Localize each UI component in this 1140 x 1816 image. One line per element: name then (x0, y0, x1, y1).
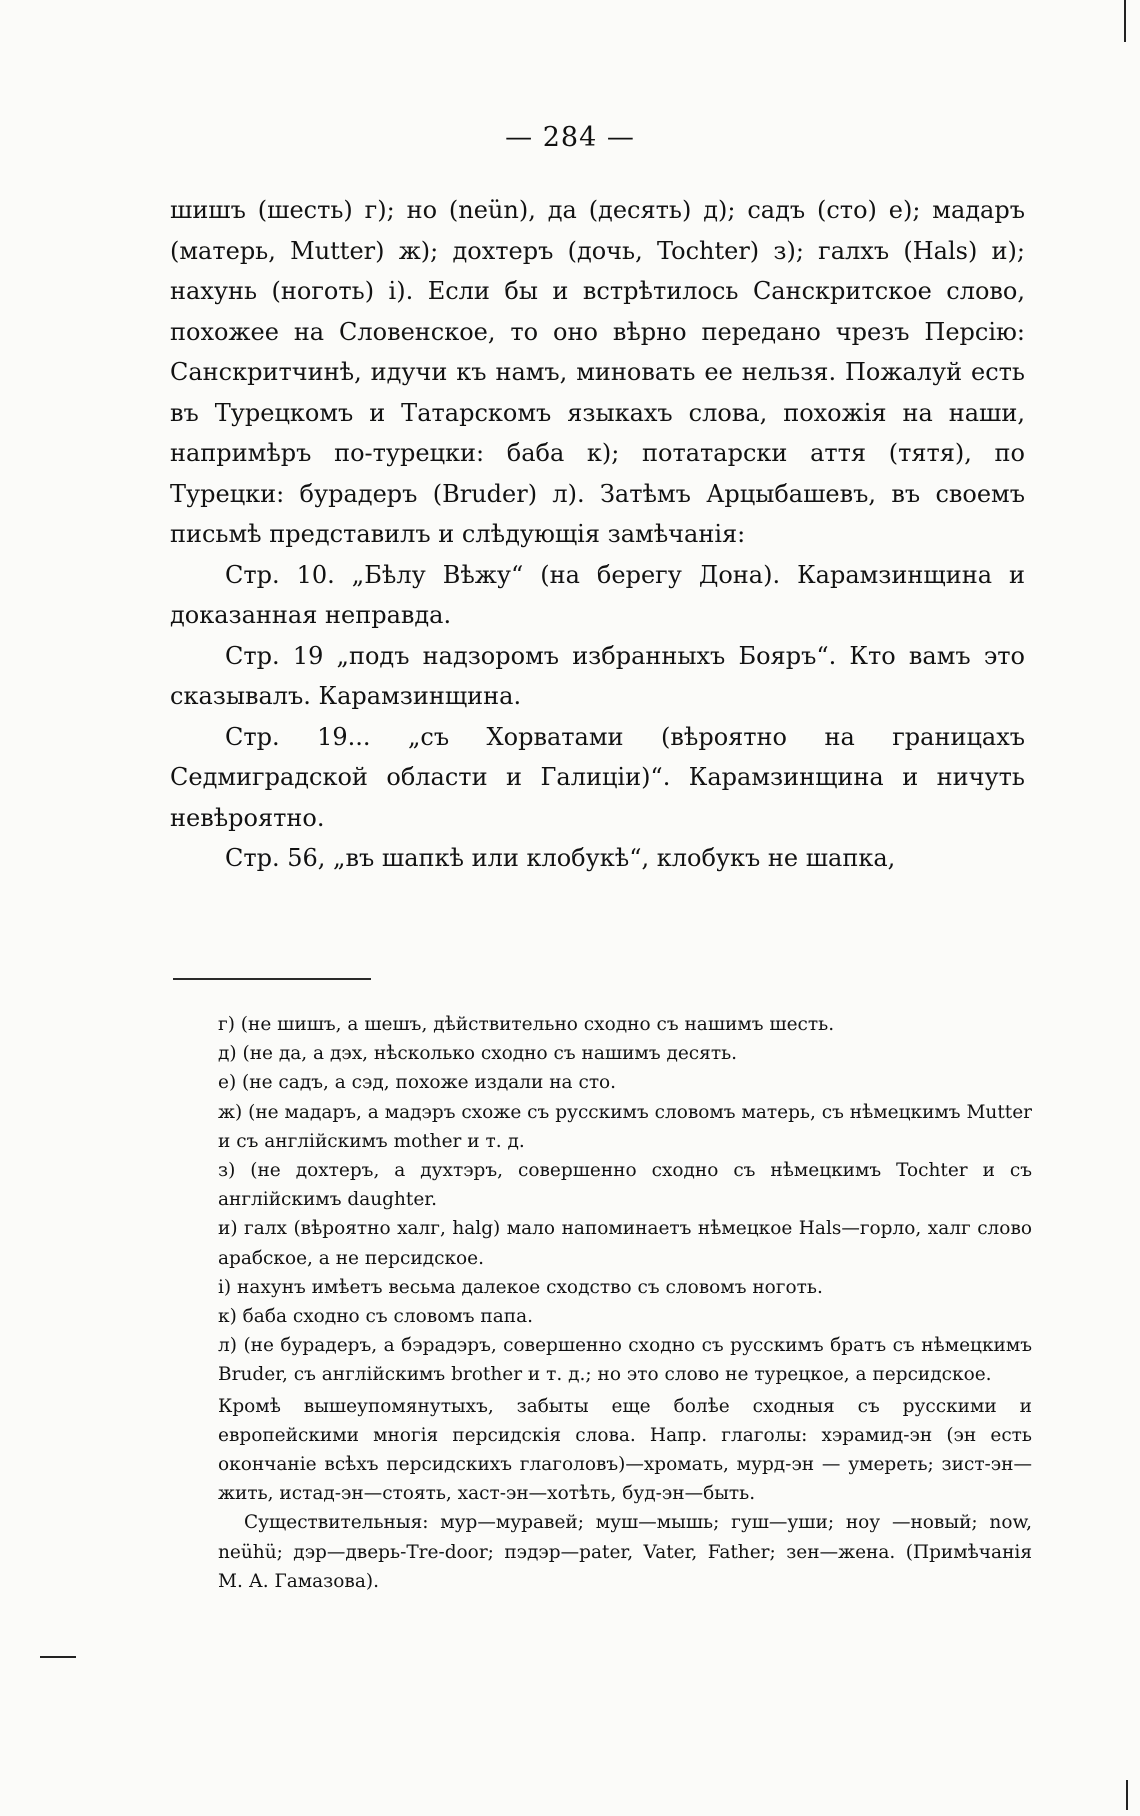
page-number: — 284 — (505, 122, 635, 153)
main-text (170, 190, 1025, 879)
scan-edge-mark-bottom-right (1126, 1780, 1128, 1810)
footnote-extra-2: Существительныя: мур—муравей; муш—мышь; гуш—уши; ноу —новый; now, neühü; дэр—дверь-Tre-door; пэдэр—pater, Vater, Father; зен—жена. (Примѣчанія М. А. Гамазова). (218, 1512, 1032, 1592)
main-paragraph-3: Стр. 19 „подъ надзоромъ избранныхъ Бояръ“. Кто вамъ это сказывалъ. Карамзинщина. (170, 641, 1025, 710)
main-paragraph-4: Стр. 19... „съ Хорватами (вѣроятно на границахъ Седмиградской области и Галиціи)“. Карамзинщина и ничуть невѣроятно. (170, 722, 1025, 832)
scan-edge-mark-bottom-left (40, 1656, 76, 1658)
footnote-e: е) (не садъ, а сэд, похоже издали на сто. (218, 1072, 617, 1094)
footnotes (218, 1010, 1032, 1596)
footnote-extra-1: Кромѣ вышеупомянутыхъ, забыты еще болѣе сходныя съ русскими и европейскими многія персидскія слова. Напр. глаголы: хэрамид-эн (эн есть окончаніе всѣхъ персидскихъ глаголовъ)—хромать, мурд-эн — умереть; зист-эн—жить, истад-эн—стоять, хаст-эн—хотѣть, буд-эн—быть. (218, 1395, 1032, 1505)
footnote-i: и) галх (вѣроятно халг, halg) мало напоминаетъ нѣмецкое Hals—горло, халг слово арабское, а не персидское. (218, 1218, 1032, 1269)
footnote-g: г) (не шишъ, а шешъ, дѣйствительно сходно съ нашимъ шесть. (218, 1014, 835, 1035)
footnote-i-dot: i) нахунъ имѣетъ весьма далекое сходство съ словомъ ноготь. (218, 1276, 823, 1298)
main-paragraph-2: Стр. 10. „Бѣлу Вѣжу“ (на берегу Дона). Карамзинщина и доказанная неправда. (170, 560, 1025, 629)
footnote-z: з) (не дохтеръ, а духтэръ, совершенно сходно съ нѣмецкимъ Tochter и съ англійскимъ daughter. (218, 1160, 1032, 1211)
footnote-d: д) (не да, а дэх, нѣсколько сходно съ нашимъ десять. (218, 1043, 738, 1065)
main-paragraph-5: Стр. 56, „въ шапкѣ или клобукѣ“, клобукъ не шапка, (225, 844, 896, 872)
scan-edge-mark-top-right (1124, 0, 1126, 42)
footnote-divider (173, 978, 371, 980)
footnote-k: к) баба сходно съ словомъ папа. (218, 1306, 534, 1328)
footnote-l: л) (не бурадеръ, а бэрадэръ, совершенно сходно съ русскимъ братъ съ нѣмецкимъ Bruder, съ англійскимъ brother и т. д.; но это слово не турецкое, а персидское. (218, 1335, 1032, 1386)
footnote-zh: ж) (не мадаръ, а мадэръ схоже съ русскимъ словомъ матерь, съ нѣмецкимъ Mutter и съ англійскимъ mother и т. д. (218, 1101, 1032, 1152)
main-paragraph-1: шишъ (шесть) г); но (neün), да (десять) д); садъ (сто) е); мадаръ (матерь, Mutter) ж); дохтеръ (дочь, Tochter) з); галхъ (Hals) и); нахунь (ноготь) i). Если бы и встрѣтилось Санскритское слово, похожее на Словенское, то оно вѣрно передано чрезъ Персію: Санскритчинѣ, идучи къ намъ, миновать ее нельзя. Пожалуй есть въ Турецкомъ и Татарскомъ языкахъ слова, похожія на наши, напримѣръ по-турецки: баба к); потатарски аття (тятя), по Турецки: бурадеръ (Bruder) л). Затѣмъ Арцыбашевъ, въ своемъ письмѣ представилъ и слѣдующія замѣчанія: (170, 196, 1025, 548)
